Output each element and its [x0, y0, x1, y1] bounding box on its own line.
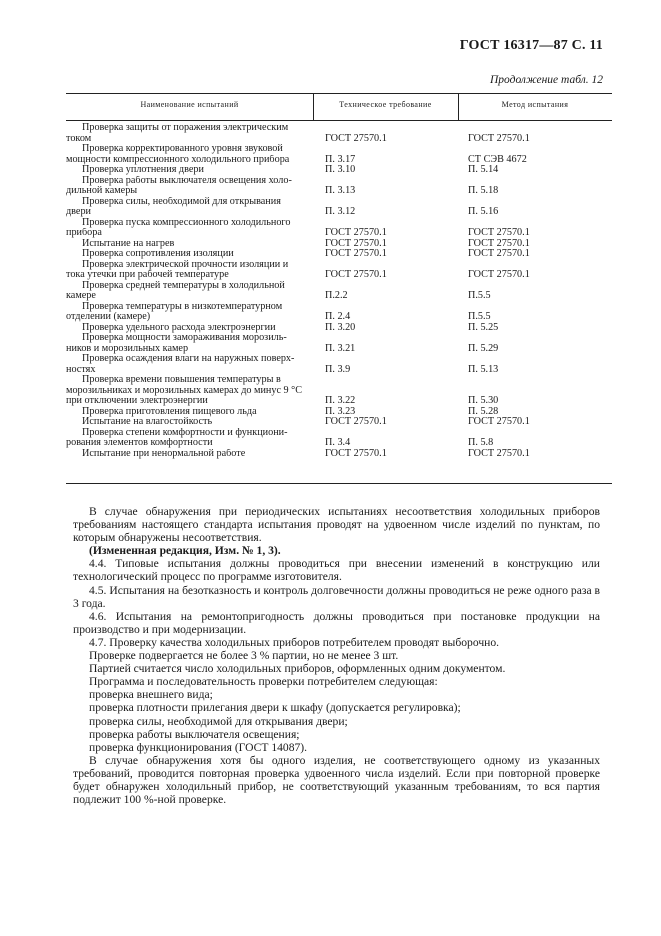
paragraph: 4.4. Типовые испытания должны проводиться при внесении изменений в конструкцию или технологический процесс по программе изготовителя. — [73, 557, 600, 584]
test-name-cell — [66, 218, 312, 239]
method-cell: П. 5.30 — [468, 395, 499, 406]
test-name-line: мощности компрессионного холодильного прибора — [66, 154, 290, 165]
table-header-rule — [66, 120, 612, 121]
test-name-cell — [66, 354, 312, 375]
method-cell: ГОСТ 27570.1 — [468, 248, 530, 259]
requirement-cell: ГОСТ 27570.1 — [325, 132, 387, 144]
method-cell: ГОСТ 27570.1 — [468, 227, 530, 238]
requirement-cell: ГОСТ 27570.1 — [325, 269, 387, 280]
amendment-note: (Измененная редакция, Изм. № 1, 3). — [89, 544, 281, 558]
method-cell: ГОСТ 27570.1 — [468, 237, 530, 249]
test-name-line: рования элементов комфортности — [66, 438, 213, 448]
method-cell: П. 5.25 — [468, 321, 499, 333]
test-name-line: Проверка работы выключателя освещения холо- — [82, 175, 292, 186]
paragraph: В случае обнаружения при периодических испытаниях несоответствия холодильных приборов требованиям настоящего стандарта испытания проводят на удвоенном числе изделий по пунктам, по которым обнаружены несоответствия. — [73, 505, 600, 545]
test-name-cell — [66, 176, 312, 197]
table-row — [66, 354, 612, 375]
requirement-cell: ГОСТ 27570.1 — [325, 227, 387, 238]
test-name-line: Испытание при ненормальной работе — [82, 448, 246, 459]
method-cell: ГОСТ 27570.1 — [468, 269, 530, 280]
test-name-line: Проверка средней температуры в холодильной — [82, 280, 285, 291]
table-row — [66, 249, 612, 260]
test-name-line: Проверка удельного расхода электроэнергии — [82, 322, 276, 333]
requirement-cell: П. 3.12 — [325, 206, 356, 217]
requirement-cell: П. 3.17 — [325, 153, 356, 165]
requirement-cell: П. 3.23 — [325, 405, 356, 417]
column-header-test-name: Наименование испытаний — [140, 100, 239, 109]
test-name-cell — [66, 281, 312, 302]
test-name-line: ностях — [66, 364, 96, 375]
test-name-line: Проверка электрической прочности изоляции и — [82, 259, 289, 270]
method-cell: П.5.5 — [468, 290, 491, 301]
column-header-method: Метод испытания — [501, 100, 569, 109]
test-name-line: прибора — [66, 228, 102, 238]
table-row — [66, 449, 612, 460]
paragraph: 4.5. Испытания на безотказность и контроль долговечности должны проводиться не реже одного раза в 3 года. — [73, 583, 600, 610]
method-cell: П. 5.28 — [468, 405, 499, 417]
paragraph: Партией считается число холодильных приборов, оформленных одним документом. — [89, 662, 506, 676]
paragraph: 4.6. Испытания на ремонтопригодность должны проводиться при постановке продукции на производство и при модернизации. — [73, 609, 600, 636]
table-row — [66, 281, 612, 302]
test-name-line: тока утечки при рабочей температуре — [66, 270, 229, 280]
table-row — [66, 176, 612, 197]
test-name-line: Проверка корректированного уровня звуковой — [82, 144, 283, 154]
test-name-line: током — [66, 133, 92, 144]
table-row — [66, 375, 612, 407]
method-cell: П. 5.29 — [468, 342, 499, 354]
method-cell: ГОСТ 27570.1 — [468, 132, 530, 144]
method-cell: ГОСТ 27570.1 — [468, 416, 530, 427]
test-name-line: Проверка пуска компрессионного холодильного — [82, 217, 291, 228]
table-row — [66, 428, 612, 449]
table-row — [66, 218, 612, 239]
test-name-line: Проверка уплотнения двери — [82, 165, 204, 175]
test-name-cell — [66, 197, 312, 218]
paragraph: проверка функционирования (ГОСТ 14087). — [89, 740, 308, 754]
test-name-cell — [66, 144, 312, 165]
test-name-line: при отключении электроэнергии — [66, 396, 208, 406]
test-name-cell — [66, 407, 312, 418]
test-name-line: Проверка силы, необходимой для открывания — [82, 196, 281, 207]
test-name-line: Проверка степени комфортности и функциони- — [82, 427, 288, 438]
method-cell: СТ СЭВ 4672 — [468, 153, 527, 165]
test-name-cell — [66, 333, 312, 354]
test-name-line: Испытание на влагостойкость — [82, 417, 213, 427]
table-row — [66, 197, 612, 218]
table-row — [66, 123, 612, 144]
requirement-cell: ГОСТ 27570.1 — [325, 447, 387, 459]
test-name-line: Проверка приготовления пищевого льда — [82, 406, 257, 417]
test-name-line: морозильниках и морозильных камерах до минус 9 °С — [66, 385, 303, 396]
method-cell: П. 5.16 — [468, 206, 499, 217]
requirement-cell: П. 3.22 — [325, 395, 356, 406]
table-row — [66, 417, 612, 428]
paragraph: 4.7. Проверку качества холодильных приборов потребителем проводят выборочно. — [89, 635, 500, 649]
test-name-cell — [66, 417, 312, 428]
test-name-line: отделении (камере) — [66, 312, 151, 322]
table-row — [66, 323, 612, 334]
table-row — [66, 333, 612, 354]
requirement-cell: П. 3.13 — [325, 185, 356, 196]
test-name-line: Проверка сопротивления изоляции — [82, 249, 234, 259]
table-top-rule — [66, 93, 612, 94]
test-name-cell — [66, 428, 312, 449]
test-name-cell — [66, 260, 312, 281]
method-cell: П. 5.18 — [468, 185, 499, 196]
paragraph: В случае обнаружения хотя бы одного изделия, не соответствующего одному из указанных требований, проводится повторная проверка удвоенного числа изделий. Если при повторной проверке будет обнаружен холодильный прибор, не соответствующий указанным требованиям, то вся партия подлежит 100 %-ной проверке. — [73, 753, 600, 807]
requirement-cell: П. 3.10 — [325, 164, 356, 175]
table-row — [66, 165, 612, 176]
requirement-cell: П. 3.4 — [325, 437, 351, 448]
body-text — [73, 505, 600, 806]
test-name-cell — [66, 239, 312, 250]
paragraph: проверка силы, необходимой для открывания двери; — [89, 714, 348, 728]
paragraph: проверка плотности прилегания двери к шкафу (допускается регулировка); — [89, 701, 461, 715]
requirement-cell: П. 2.4 — [325, 311, 351, 322]
table-row — [66, 260, 612, 281]
test-name-cell — [66, 323, 312, 334]
requirement-cell: П. 3.20 — [325, 321, 356, 333]
paragraph: Проверке подвергается не более 3 % партии, но не менее 3 шт. — [89, 649, 399, 663]
table-row — [66, 144, 612, 165]
method-cell: ГОСТ 27570.1 — [468, 447, 530, 459]
requirement-cell: П. 3.9 — [325, 363, 351, 375]
method-cell: П.5.5 — [468, 311, 491, 322]
test-name-cell — [66, 449, 312, 460]
page-header: ГОСТ 16317—87 С. 11 — [459, 38, 603, 53]
test-name-line: двери — [66, 207, 92, 217]
paragraph: проверка внешнего вида; — [89, 688, 213, 702]
test-name-cell — [66, 165, 312, 176]
test-name-line: Проверка температуры в низкотемпературном — [82, 301, 283, 312]
test-name-line: Проверка осаждения влаги на наружных поверх- — [82, 354, 295, 364]
test-name-line: ников и морозильных камер — [66, 343, 189, 354]
test-name-line: Проверка мощности замораживания морозиль- — [82, 333, 287, 343]
table-row — [66, 302, 612, 323]
paragraph: Программа и последовательность проверки потребителем следующая: — [89, 675, 438, 689]
method-cell: П. 5.8 — [468, 437, 494, 448]
table-continuation-label: Продолжение табл. 12 — [490, 74, 603, 86]
test-name-line: дильной камеры — [66, 186, 138, 196]
requirement-cell: П.2.2 — [325, 290, 348, 301]
test-name-cell — [66, 249, 312, 260]
method-cell: П. 5.13 — [468, 363, 499, 375]
table-body — [66, 123, 612, 459]
test-name-line: Проверка времени повышения температуры в — [82, 375, 281, 385]
requirement-cell: ГОСТ 27570.1 — [325, 416, 387, 427]
test-name-cell — [66, 302, 312, 323]
test-name-cell — [66, 375, 312, 407]
test-name-line: Испытание на нагрев — [82, 238, 175, 249]
requirement-cell: ГОСТ 27570.1 — [325, 248, 387, 259]
column-header-requirement: Техническое требование — [339, 100, 432, 109]
test-name-line: камере — [66, 291, 96, 301]
paragraph: проверка работы выключателя освещения; — [89, 727, 300, 741]
method-cell: П. 5.14 — [468, 164, 499, 175]
requirement-cell: ГОСТ 27570.1 — [325, 237, 387, 249]
test-name-line: Проверка защиты от поражения электрическим — [82, 123, 289, 133]
test-name-cell — [66, 123, 312, 144]
table-bottom-rule — [66, 483, 612, 484]
requirement-cell: П. 3.21 — [325, 342, 356, 354]
